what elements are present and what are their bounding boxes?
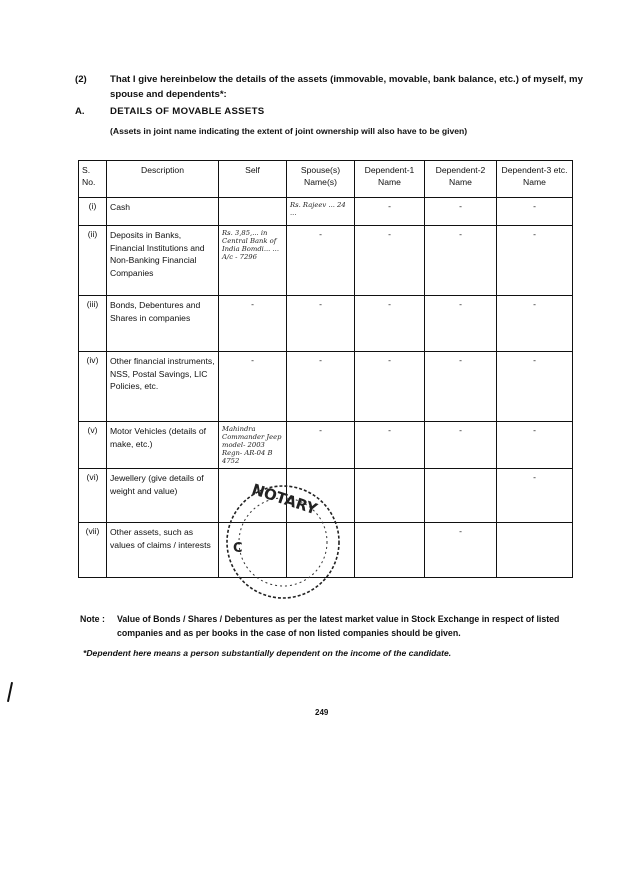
row-description: Other financial instruments, NSS, Postal Savings, LIC Policies, etc.	[107, 352, 219, 422]
row-self: -	[219, 352, 287, 422]
row-sno: (iv)	[79, 352, 107, 422]
header-description: Description	[107, 161, 219, 198]
header-dependent-1: Dependent-1 Name	[355, 161, 425, 198]
table-header-row	[79, 161, 573, 198]
row-dependent-2	[425, 469, 497, 523]
header-dependent-2: Dependent-2 Name	[425, 161, 497, 198]
row-sno: (vii)	[79, 523, 107, 578]
table-row	[79, 296, 573, 352]
row-dependent-3: -	[497, 422, 573, 469]
stamp-text: NOTARY	[249, 480, 320, 519]
row-description: Other assets, such as values of claims / interests	[107, 523, 219, 578]
row-spouse: -	[287, 296, 355, 352]
margin-mark	[7, 682, 13, 702]
stamp-letter: C	[233, 541, 243, 556]
row-dependent-1	[355, 523, 425, 578]
row-description: Jewellery (give details of weight and value)	[107, 469, 219, 523]
row-dependent-3: -	[497, 296, 573, 352]
row-dependent-1: -	[355, 352, 425, 422]
row-sno: (i)	[79, 198, 107, 226]
section-letter: A.	[75, 106, 85, 117]
row-dependent-2: -	[425, 296, 497, 352]
table-row	[79, 352, 573, 422]
row-dependent-2: -	[425, 523, 497, 578]
row-sno: (ii)	[79, 226, 107, 296]
intro-text: That I give hereinbelow the details of the assets (immovable, movable, bank balance, etc.) of myself, my spouse and dependents*:	[110, 74, 583, 100]
page-number: 249	[315, 708, 329, 717]
section-note: (Assets in joint name indicating the extent of joint ownership will also have to be given)	[110, 126, 468, 136]
footnote: *Dependent here means a person substantially dependent on the income of the candidate.	[83, 648, 452, 658]
row-sno: (iii)	[79, 296, 107, 352]
row-dependent-1	[355, 469, 425, 523]
row-self-handwriting: Mahindra Commander Jeep model- 2003 Regn- AR-04 B 4752	[219, 422, 287, 469]
row-spouse: -	[287, 352, 355, 422]
row-dependent-3	[497, 523, 573, 578]
row-dependent-3: -	[497, 352, 573, 422]
row-dependent-1: -	[355, 198, 425, 226]
row-sno: (v)	[79, 422, 107, 469]
row-dependent-2: -	[425, 198, 497, 226]
row-sno: (vi)	[79, 469, 107, 523]
row-description: Deposits in Banks, Financial Institutions and Non-Banking Financial Companies	[107, 226, 219, 296]
row-dependent-1: -	[355, 422, 425, 469]
table-row	[79, 226, 573, 296]
note-text: Value of Bonds / Shares / Debentures as per the latest market value in Stock Exchange in respect of listed companies and as per books in the case of non listed companies should be given.	[117, 614, 560, 638]
row-spouse: -	[287, 226, 355, 296]
row-spouse: -	[287, 422, 355, 469]
row-dependent-1: -	[355, 226, 425, 296]
row-dependent-2: -	[425, 352, 497, 422]
header-spouse: Spouse(s) Name(s)	[287, 161, 355, 198]
row-self: -	[219, 296, 287, 352]
section-title: DETAILS OF MOVABLE ASSETS	[110, 106, 265, 117]
row-dependent-3: -	[497, 469, 573, 523]
row-self	[219, 198, 287, 226]
row-description: Bonds, Debentures and Shares in companies	[107, 296, 219, 352]
intro-number: (2)	[75, 74, 87, 85]
table-row	[79, 422, 573, 469]
notary-stamp	[205, 470, 365, 620]
row-dependent-3: -	[497, 198, 573, 226]
row-dependent-3: -	[497, 226, 573, 296]
header-self: Self	[219, 161, 287, 198]
row-dependent-2: -	[425, 422, 497, 469]
row-self-handwriting: Rs. 3,85,... in Central Bank of India Bomdi... ... A/c - 7296	[219, 226, 287, 296]
table-row	[79, 198, 573, 226]
header-sno: S. No.	[79, 161, 107, 198]
row-description: Cash	[107, 198, 219, 226]
header-dependent-3: Dependent-3 etc. Name	[497, 161, 573, 198]
row-dependent-2: -	[425, 226, 497, 296]
row-dependent-1: -	[355, 296, 425, 352]
row-spouse-handwriting: Rs. Rajeev ... 24 ...	[287, 198, 355, 226]
note-label: Note :	[80, 614, 105, 624]
row-description: Motor Vehicles (details of make, etc.)	[107, 422, 219, 469]
